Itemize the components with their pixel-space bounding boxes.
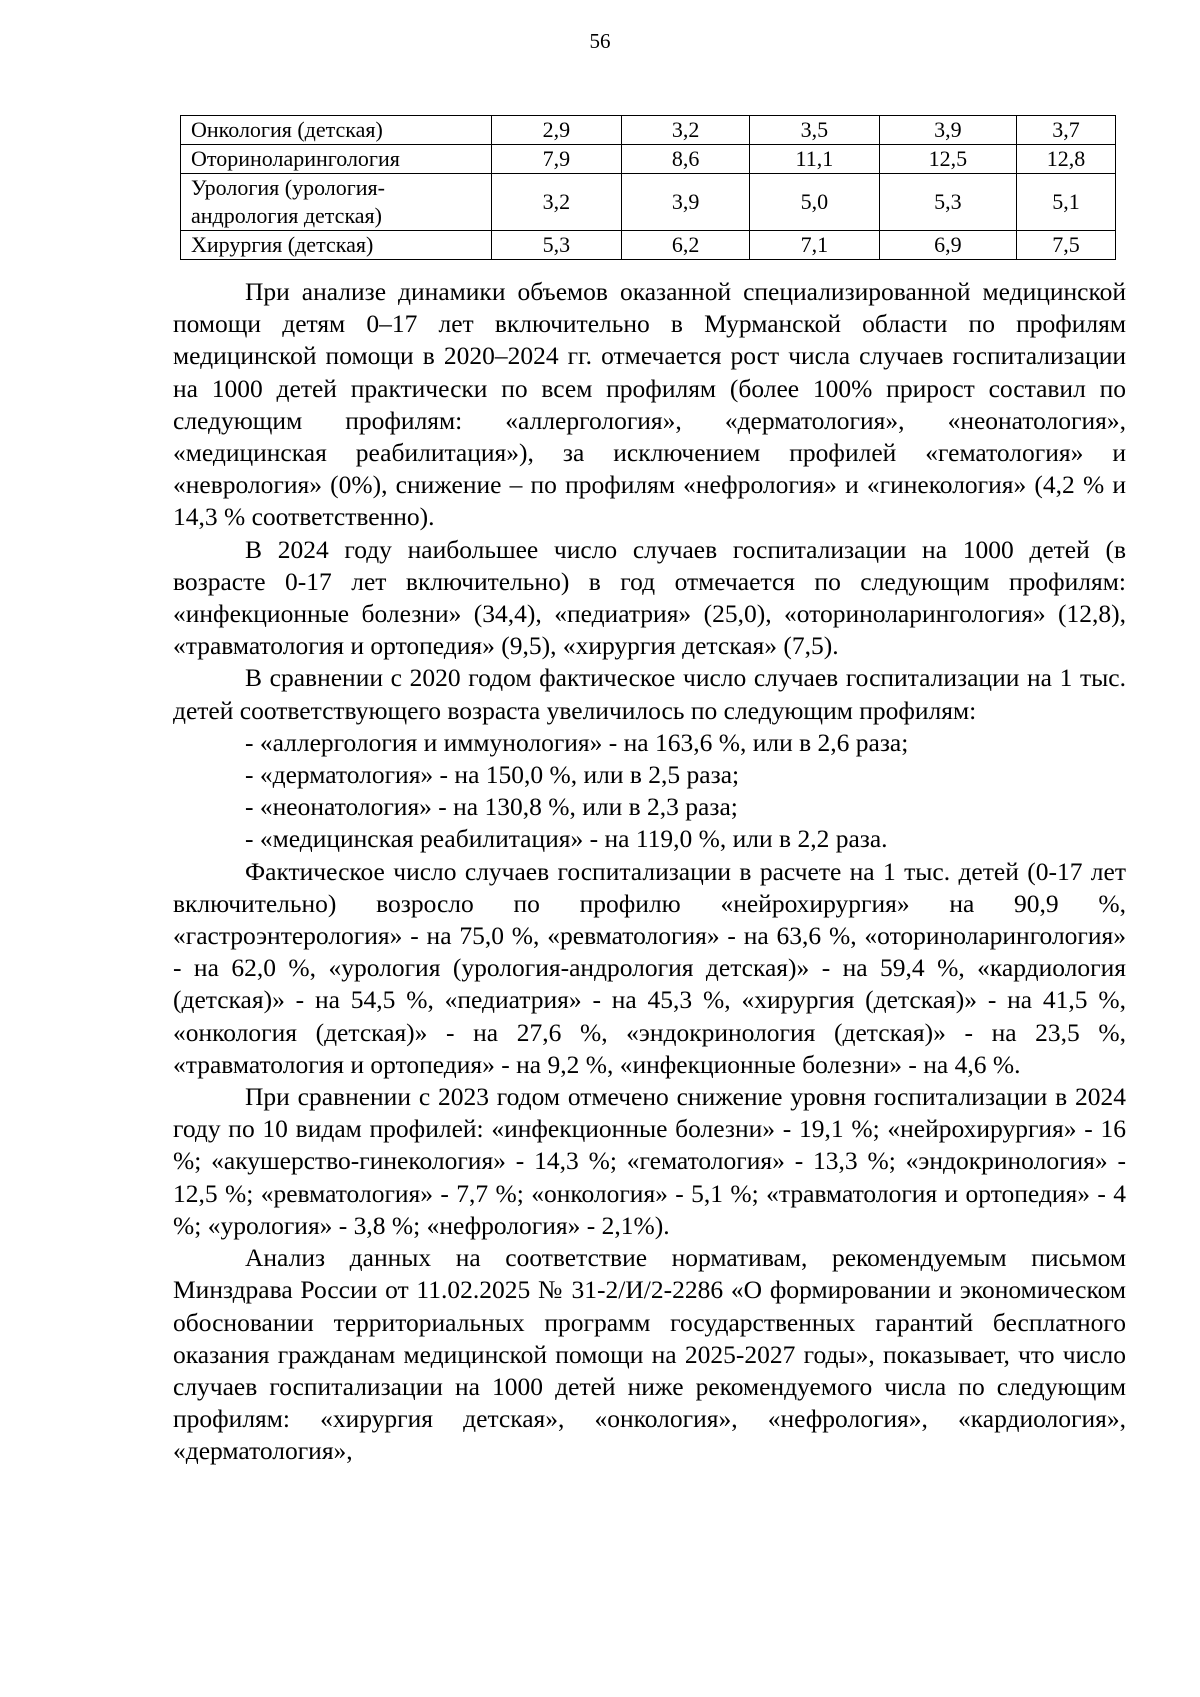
table-cell-value: 7,1 <box>750 231 880 260</box>
paragraph: В 2024 году наибольшее число случаев госпитализации на 1000 детей (в возрасте 0-17 лет включительно) в год отмечается по следующим профилям: «инфекционные болезни» (34,4), «педиатрия» (25,0), «оториноларингология» (12,8), «травматология и ортопедия» (9,5), «хирургия детская» (7,5). <box>173 534 1126 661</box>
table-cell-value: 5,3 <box>491 231 621 260</box>
table-row <box>181 174 1116 231</box>
table-cell-value: 3,7 <box>1016 116 1115 145</box>
list-item: - «медицинская реабилитация» - на 119,0 %, или в 2,2 раза. <box>245 824 888 854</box>
table-cell-value: 11,1 <box>750 145 880 174</box>
list-item: - «аллергология и иммунология» - на 163,6 %, или в 2,6 раза; <box>245 727 909 757</box>
table-cell-value: 5,3 <box>879 174 1016 231</box>
paragraph: При сравнении с 2023 годом отмечено снижение уровня госпитализации в 2024 году по 10 видам профилей: «инфекционные болезни» - 19,1 %; «нейрохирургия» - 16 %; «акушерство-гинекология» - 14,3 %; «гематология» - 13,3 %; «эндокринология» - 12,5 %; «ревматология» - 7,7 %; «онкология» - 5,1 %; «травматология и ортопедия» - 4 %; «урология» - 3,8 %; «нефрология» - 2,1%). <box>173 1082 1126 1240</box>
table-cell-value: 7,5 <box>1016 231 1115 260</box>
body-text <box>173 276 1126 1468</box>
paragraph: Анализ данных на соответствие нормативам, рекомендуемым письмом Минздрава России от 11.02.2025 № 31-2/И/2-2286 «О формировании и экономическом обосновании территориальных программ государственных гарантий бесплатного оказания гражданам медицинской помощи на 2025-2027 годы», показывает, что число случаев госпитализации на 1000 детей ниже рекомендуемого числа по следующим профилям: «хирургия детская», «онкология», «нефрология», «кардиология», «дерматология», <box>173 1243 1126 1466</box>
table-cell-value: 3,5 <box>750 116 880 145</box>
table-cell-value: 6,2 <box>622 231 750 260</box>
table-cell-value: 3,2 <box>491 174 621 231</box>
table-cell-profile <box>181 174 492 231</box>
table-cell-value: 12,5 <box>879 145 1016 174</box>
list-item: - «неонатология» - на 130,8 %, или в 2,3 раза; <box>245 792 738 822</box>
profile-name-line: андрология детская) <box>191 203 383 228</box>
table-cell-value: 8,6 <box>622 145 750 174</box>
paragraph: Фактическое число случаев госпитализации в расчете на 1 тыс. детей (0-17 лет включительно) возросло по профилю «нейрохирургия» на 90,9 %, «гастроэнтерология» - на 75,0 %, «ревматология» - на 63,6 %, «оториноларингология» - на 62,0 %, «урология (урология-андрология детская)» - на 59,4 %, «кардиология (детская)» - на 54,5 %, «педиатрия» - на 45,3 %, «хирургия (детская)» - на 41,5 %, «онкология (детская)» - на 27,6 %, «эндокринология (детская)» - на 23,5 %, «травматология и ортопедия» - на 9,2 %, «инфекционные болезни» - на 4,6 %. <box>173 856 1126 1079</box>
table-cell-value: 2,9 <box>491 116 621 145</box>
table-cell-value: 3,9 <box>622 174 750 231</box>
table-cell-value: 6,9 <box>879 231 1016 260</box>
table-cell-profile: Онкология (детская) <box>181 116 492 145</box>
table-cell-value: 3,9 <box>879 116 1016 145</box>
table-row <box>181 116 1116 145</box>
table-row <box>181 145 1116 174</box>
table-cell-value: 5,0 <box>750 174 880 231</box>
table-row <box>181 231 1116 260</box>
page-number: 56 <box>589 29 611 53</box>
data-table <box>180 115 1116 260</box>
table-cell-profile: Оториноларингология <box>181 145 492 174</box>
table-cell-value: 3,2 <box>622 116 750 145</box>
table-cell-value: 7,9 <box>491 145 621 174</box>
table-cell-value: 12,8 <box>1016 145 1115 174</box>
table-cell-value: 5,1 <box>1016 174 1115 231</box>
profile-name-line: Урология (урология- <box>191 175 386 200</box>
paragraph: В сравнении с 2020 годом фактическое число случаев госпитализации на 1 тыс. детей соответствующего возраста увеличилось по следующим профилям: <box>173 663 1126 725</box>
table-cell-profile: Хирургия (детская) <box>181 231 492 260</box>
list-item: - «дерматология» - на 150,0 %, или в 2,5 раза; <box>245 760 740 790</box>
paragraph: При анализе динамики объемов оказанной специализированной медицинской помощи детям 0–17 лет включительно в Мурманской области по профилям медицинской помощи в 2020–2024 гг. отмечается рост числа случаев госпитализации на 1000 детей практически по всем профилям (более 100% прирост составил по следующим профилям: «аллергология», «дерматология», «неонатология», «медицинская реабилитация»), за исключением профилей «гематология» и «неврология» (0%), снижение – по профилям «нефрология» и «гинекология» (4,2 % и 14,3 % соответственно). <box>173 277 1126 532</box>
